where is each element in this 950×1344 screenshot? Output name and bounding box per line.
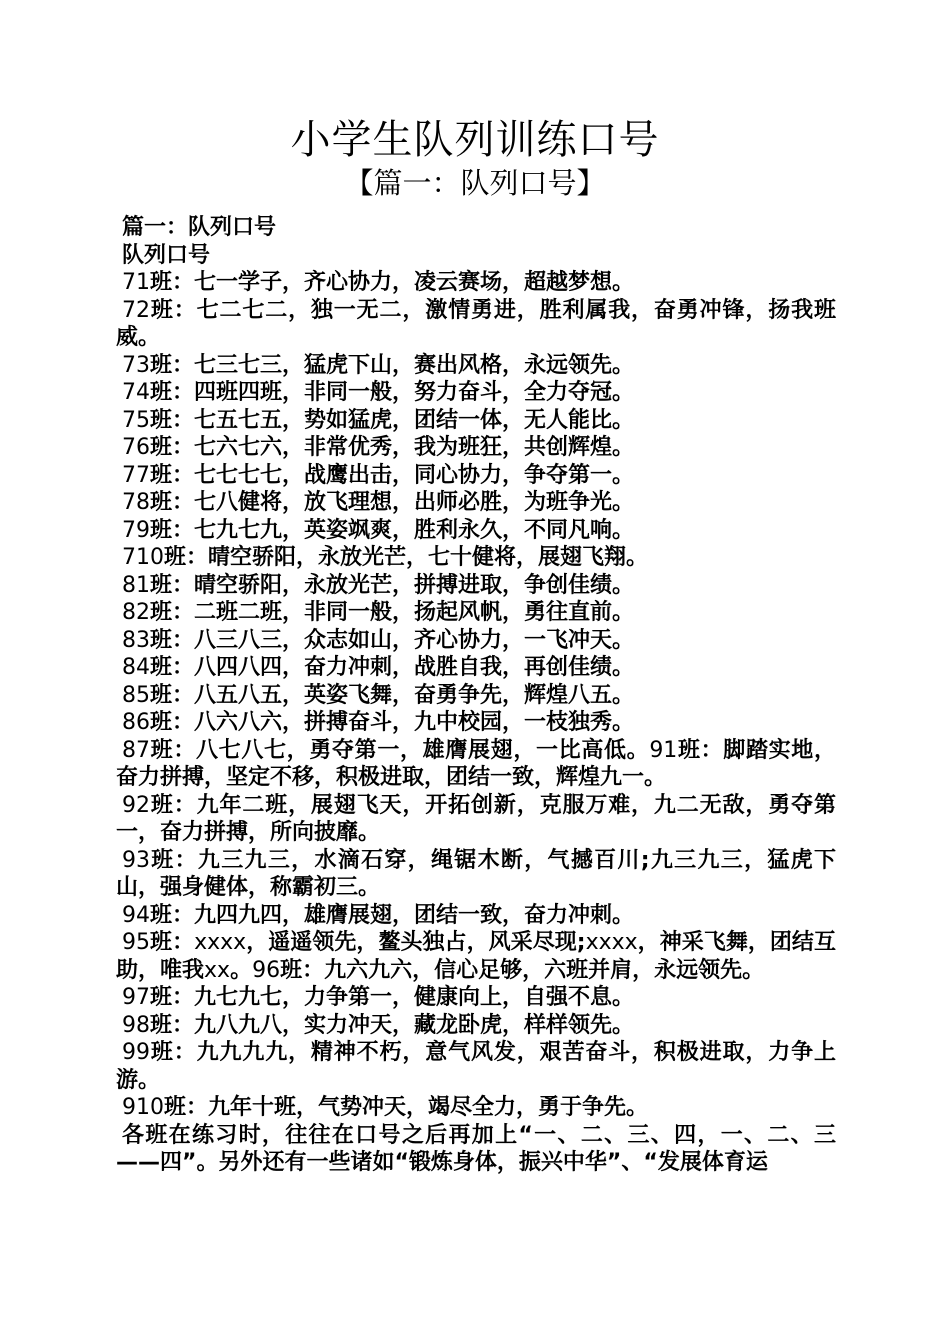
closing-paragraph: 各班在练习时，往往在口号之后再加上“一、二、三、四，一、二、三——四”。另外还有一些诸如“锻炼身体，振兴中华”、“发展体育运 [116,1122,836,1175]
slogan-line: 81班：晴空骄阳，永放光芒，拼搏进取，争创佳绩。 [122,572,635,598]
slogan-line: 98班：九八九八，实力冲天，藏龙卧虎，样样领先。 [122,1012,635,1038]
slogan-line: 87班：八七八七，勇夺第一，雄膺展翅，一比高低。91班：脚踏实地，奋力拼搏，坚定不移，积极进取，团结一致，辉煌九一。 [116,737,836,790]
slogan-line: 85班：八五八五，英姿飞舞，奋勇争先，辉煌八五。 [122,682,635,708]
slogan-line: 95班：xxxx，遥遥领先，鳌头独占，风采尽现;xxxx，神采飞舞，团结互助，唯我xx。96班：九六九六，信心足够，六班并肩，永远领先。 [116,930,836,983]
slogan-line: 97班：九七九七，力争第一，健康向上，自强不息。 [122,985,635,1010]
page-subtitle: 【篇一：队列口号】 [344,166,606,200]
document-body [116,214,836,1177]
slogan-line: 92班：九年二班，展翅飞天，开拓创新，克服万难，九二无敌，勇夺第一，奋力拼搏，所向披靡。 [116,792,836,845]
slogan-line: 84班：八四八四，奋力冲刺，战胜自我，再创佳绩。 [122,655,635,680]
slogan-line: 77班：七七七七，战鹰出击，同心协力，争夺第一。 [122,462,635,488]
slogan-line: 76班：七六七六，非常优秀，我为班狂，共创辉煌。 [122,435,635,460]
slogan-line: 78班：七八健将，放飞理想，出师必胜，为班争光。 [122,490,635,515]
slogan-line: 79班：七九七九，英姿飒爽，胜利永久，不同凡响。 [122,517,635,543]
page-title: 小学生队列训练口号 [290,117,660,163]
slogan-line: 74班：四班四班，非同一般，努力奋斗，全力夺冠。 [122,380,635,405]
slogan-line: 71班：七一学子，齐心协力，凌云赛场，超越梦想。 [122,270,635,295]
slogan-line: 83班：八三八三，众志如山，齐心协力，一飞冲天。 [122,627,635,653]
section-subheading: 队列口号 [122,242,211,268]
slogan-line: 94班：九四九四，雄膺展翅，团结一致，奋力冲刺。 [122,902,635,928]
slogan-line: 93班：九三九三，水滴石穿，绳锯木断，气撼百川;九三九三，猛虎下山，强身健体，称霸初三。 [116,847,836,900]
slogan-line: 910班：九年十班，气势冲天，竭尽全力，勇于争先。 [122,1095,649,1120]
slogan-line: 73班：七三七三，猛虎下山，赛出风格，永远领先。 [122,352,635,378]
section-heading: 篇一：队列口号 [122,215,277,240]
slogan-line: 710班：晴空骄阳，永放光芒，七十健将，展翅飞翔。 [122,545,649,570]
slogan-line: 72班：七二七二，独一无二，激情勇进，胜利属我，奋勇冲锋，扬我班威。 [116,297,836,350]
slogan-line: 82班：二班二班，非同一般，扬起风帆，勇往直前。 [122,600,635,625]
slogan-line: 75班：七五七五，势如猛虎，团结一体，无人能比。 [122,407,635,433]
slogan-line: 86班：八六八六，拼搏奋斗，九中校园，一枝独秀。 [122,710,635,735]
slogan-line: 99班：九九九九，精神不朽，意气风发，艰苦奋斗，积极进取，力争上游。 [116,1040,836,1093]
